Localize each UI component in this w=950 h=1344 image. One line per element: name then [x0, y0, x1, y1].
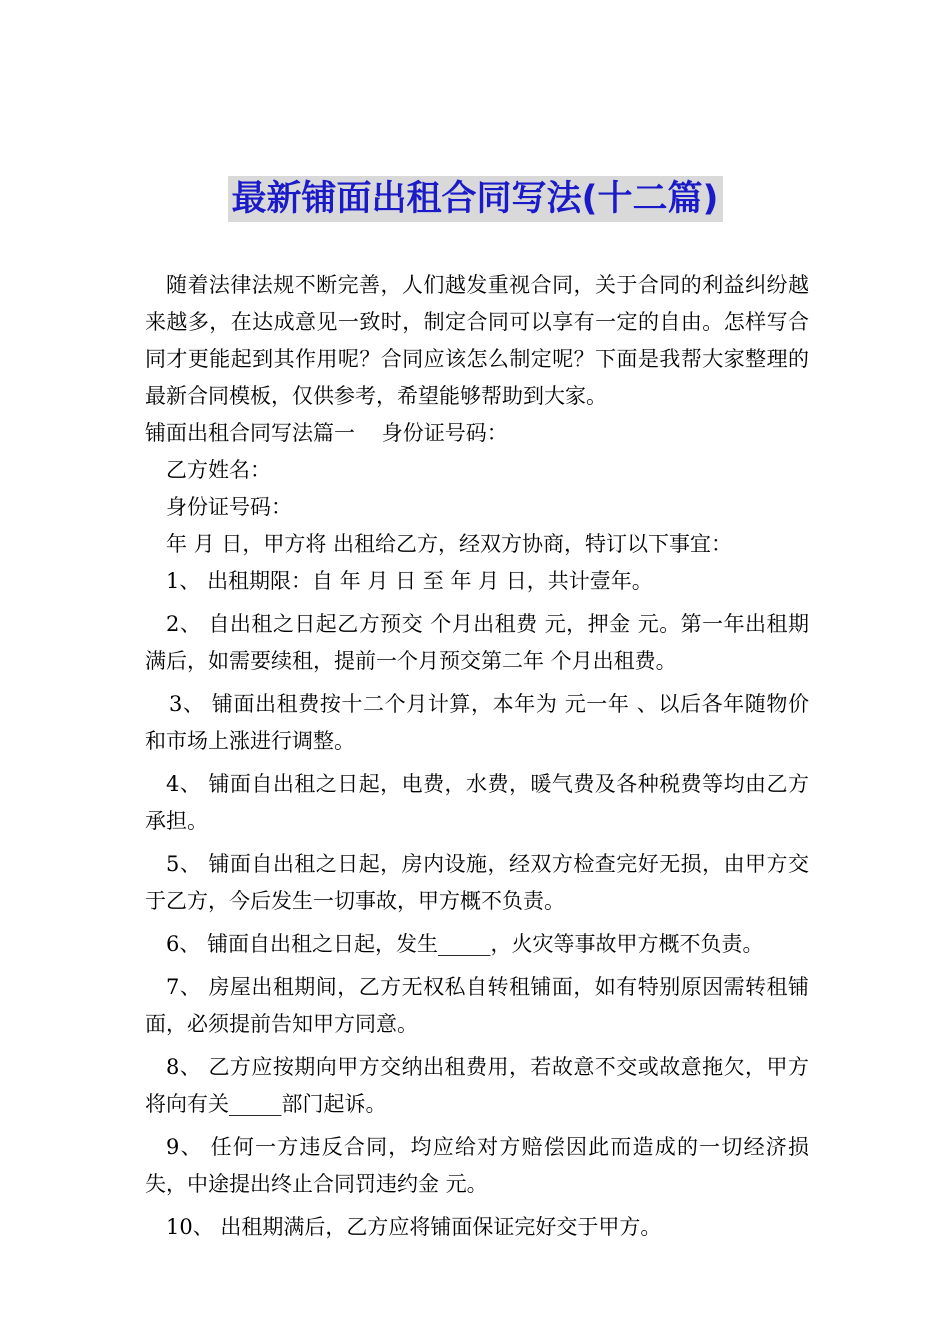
clause-9 [145, 1129, 809, 1203]
clause-number: 1、 [166, 569, 201, 593]
clause-number: 4、 [166, 772, 202, 796]
clause-8 [145, 1049, 809, 1123]
clause-text: 任何一方违反合同，均应给对方赔偿因此而造成的一切经济损失，中途提出终止合同罚违约金 元。 [145, 1135, 809, 1196]
clause-6 [145, 926, 809, 963]
clause-text: 铺面自出租之日起，电费，水费，暖气费及各种税费等均由乙方承担。 [145, 772, 809, 833]
clause-number: 10、 [166, 1215, 214, 1239]
section-heading: 铺面出租合同写法篇一 身份证号码： [145, 421, 508, 445]
clause-text: 铺面出租费按十二个月计算，本年为 元一年 、以后各年随物价和市场上涨进行调整。 [145, 692, 809, 753]
clause-number: 8、 [166, 1055, 202, 1079]
party-b-name-line: 乙方姓名： [166, 458, 271, 482]
clause-4 [145, 766, 809, 840]
clause-number: 2、 [166, 612, 202, 636]
clause-7 [145, 969, 809, 1043]
clause-text: 出租期满后，乙方应将铺面保证完好交于甲方。 [220, 1215, 662, 1239]
clause-2 [145, 606, 809, 680]
clause-text: 乙方应按期向甲方交纳出租费用，若故意不交或故意拖欠，甲方将向有关_____部门起诉。 [145, 1055, 809, 1116]
clause-number: 5、 [166, 852, 202, 876]
document-title: 最新铺面出租合同写法(十二篇) [228, 176, 723, 222]
title-container [0, 176, 950, 222]
clause-5 [145, 846, 809, 920]
agreement-line: 年 月 日，甲方将 出租给乙方，经双方协商，特订以下事宜： [166, 532, 733, 556]
clause-10 [145, 1209, 809, 1246]
clause-text: 铺面自出租之日起，发生_____，火灾等事故甲方概不负责。 [207, 932, 764, 956]
clause-text: 房屋出租期间，乙方无权私自转租铺面，如有特别原因需转租铺面，必须提前告知甲方同意。 [145, 975, 809, 1036]
document-body [145, 267, 809, 1246]
intro-paragraph: 随着法律法规不断完善，人们越发重视合同，关于合同的利益纠纷越来越多，在达成意见一致时，制定合同可以享有一定的自由。怎样写合同才更能起到其作用呢？合同应该怎么制定呢？下面是我帮大家整理的最新合同模板，仅供参考，希望能够帮助到大家。 [145, 273, 809, 408]
clause-number: 6、 [166, 932, 201, 956]
clause-1 [145, 563, 809, 600]
clause-text: 铺面自出租之日起，房内设施，经双方检查完好无损，由甲方交于乙方，今后发生一切事故，甲方概不负责。 [145, 852, 809, 913]
clause-text: 出租期限：自 年 月 日 至 年 月 日，共计壹年。 [207, 569, 653, 593]
clause-number: 7、 [166, 975, 202, 999]
clause-number: 9、 [166, 1135, 203, 1159]
id-number-line: 身份证号码： [166, 495, 292, 519]
clause-3 [145, 686, 809, 760]
clause-number: 3、 [169, 692, 205, 716]
clause-text: 自出租之日起乙方预交 个月出租费 元，押金 元。第一年出租期满后，如需要续租，提前一个月预交第二年 个月出租费。 [145, 612, 809, 673]
